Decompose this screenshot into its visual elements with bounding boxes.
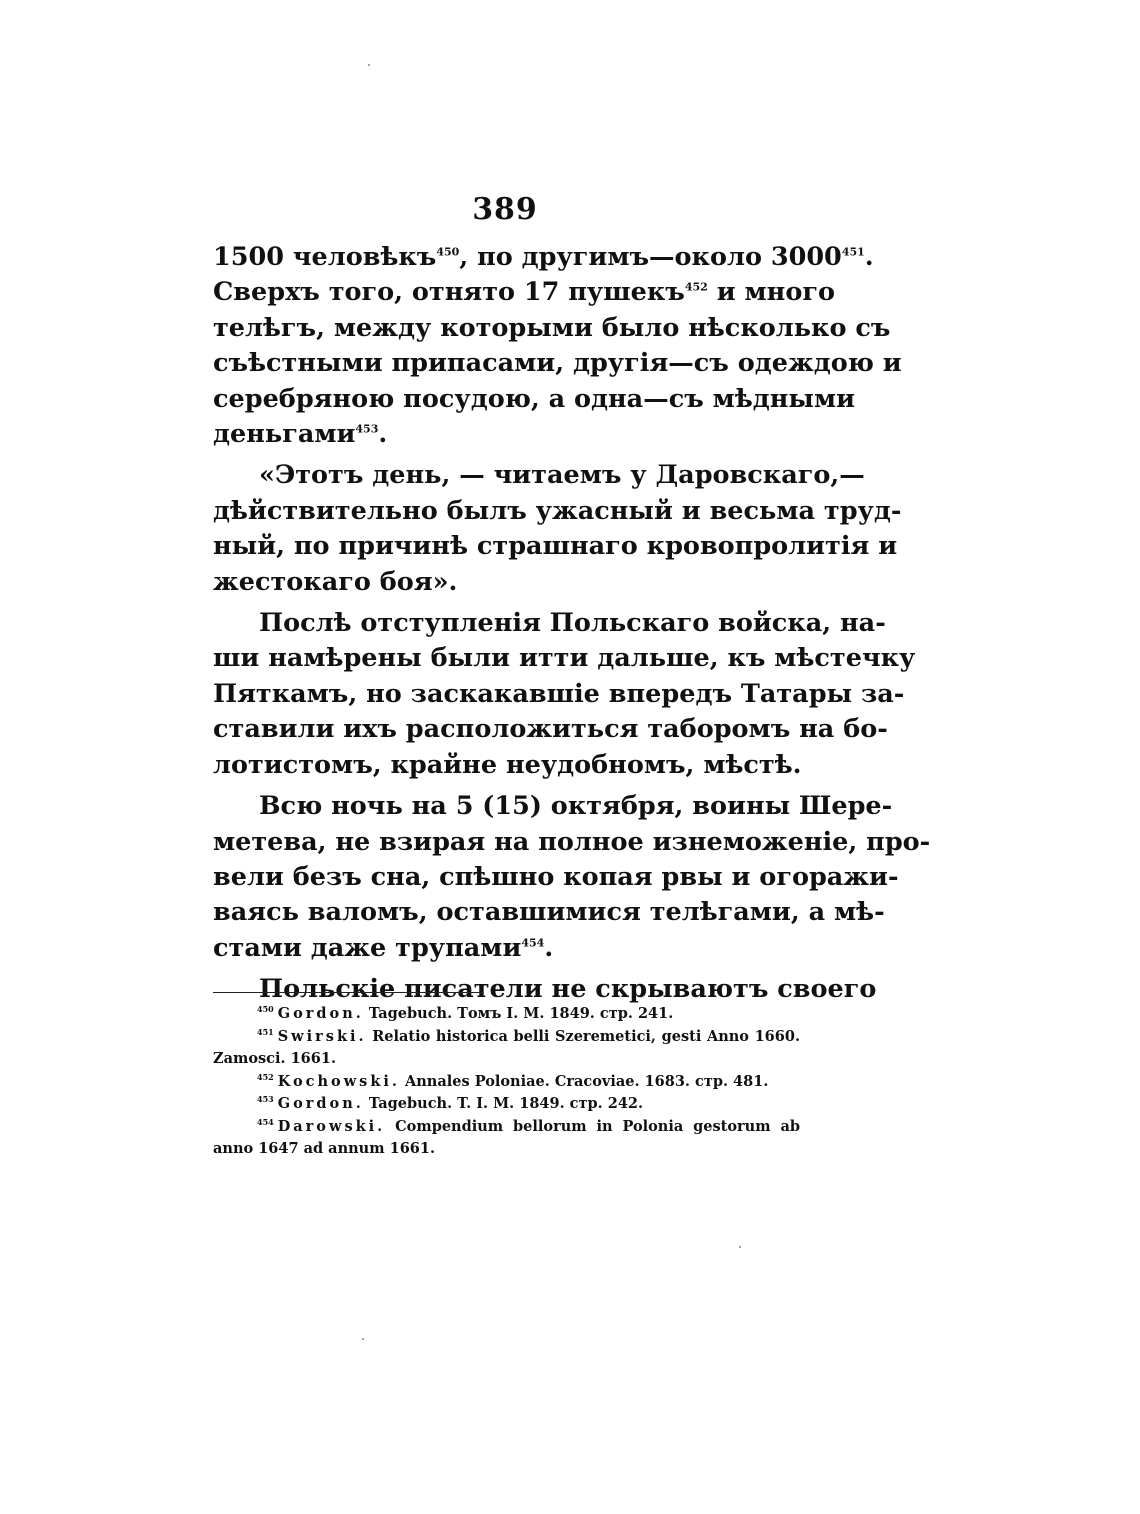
scan-speck (368, 64, 370, 66)
footnote-453: $^{453}$ Gordon. Tagebuch. T. I. M. 1849. стр. 242. (257, 1094, 644, 1112)
footnote-452: $^{452}$ Kochowski. Annales Poloniae. Cracoviae. 1683. стр. 481. (257, 1071, 769, 1090)
footnote-ref: 453 (355, 422, 379, 436)
footnote-451: $^{451}$ Swirski. Relatio historica belli Szeremetici, gesti Anno 1660. (257, 1026, 800, 1045)
text-line: жестокаго боя». (213, 566, 458, 597)
footnote-454-cont: anno 1647 ad annum 1661. (213, 1140, 436, 1157)
text-line: 1500 человѣкъ$^{450}$, по другимъ—около 3000$^{451}$. (213, 242, 874, 272)
text-line: Сверхъ того, отнято 17 пушекъ$^{452}$ и много (213, 277, 835, 308)
text-line: деньгами$^{453}$. (213, 419, 388, 450)
text-line: Польскіе писатели не скрываютъ своего (259, 974, 877, 1005)
text-line: серебряною посудою, а одна—съ мѣдными (213, 383, 856, 414)
scan-speck (362, 1338, 364, 1340)
footnotes (213, 1003, 800, 1161)
text-line: ный, по причинѣ страшнаго кровопролитія и (213, 531, 898, 562)
text-line: ши намѣрены были итти дальше, къ мѣстечку (213, 643, 916, 674)
footnote-454: $^{454}$ Darowski. Compendium bellorum in Polonia gestorum ab (257, 1116, 800, 1135)
text-line: ваясь валомъ, оставшимися телѣгами, а мѣ- (213, 897, 885, 928)
main-text (213, 240, 931, 1008)
footnote-ref: 454 (521, 936, 545, 950)
text-line: Послѣ отступленія Польскаго войска, на- (259, 608, 886, 639)
text-line: Пяткамъ, но заскакавшіе впередъ Татары за- (213, 678, 905, 709)
page-number: 389 (472, 192, 538, 227)
text-line: телѣгъ, между которыми было нѣсколько съ (213, 312, 891, 343)
footnote-450: $^{450}$ Gordon. Tagebuch. Томъ I. M. 1849. стр. 241. (257, 1004, 674, 1022)
text-line: дѣйствительно былъ ужасный и весьма труд- (213, 495, 902, 526)
text-line: метева, не взирая на полное изнеможеніе, про- (213, 826, 931, 857)
text-line: ставили ихъ расположиться таборомъ на бо- (213, 714, 888, 745)
footnote-451-cont: Zamosci. 1661. (213, 1050, 336, 1067)
text-line: стами даже трупами$^{454}$. (213, 932, 554, 963)
scan-speck (739, 1246, 741, 1248)
text-line: Всю ночь на 5 (15) октября, воины Шере- (259, 791, 893, 822)
footnote-ref: 451 (841, 245, 865, 259)
text-line: вели безъ сна, спѣшно копая рвы и огоражи- (213, 861, 899, 892)
footnote-ref: 450 (436, 245, 460, 259)
footnote-ref: 452 (684, 280, 708, 294)
text-line: лотистомъ, крайне неудобномъ, мѣстѣ. (213, 749, 802, 780)
footnote-divider (213, 992, 483, 993)
text-line: съѣстными припасами, другія—съ одеждою и (213, 348, 902, 379)
text-line: «Этотъ день, — читаемъ у Даровскаго,— (259, 460, 865, 491)
